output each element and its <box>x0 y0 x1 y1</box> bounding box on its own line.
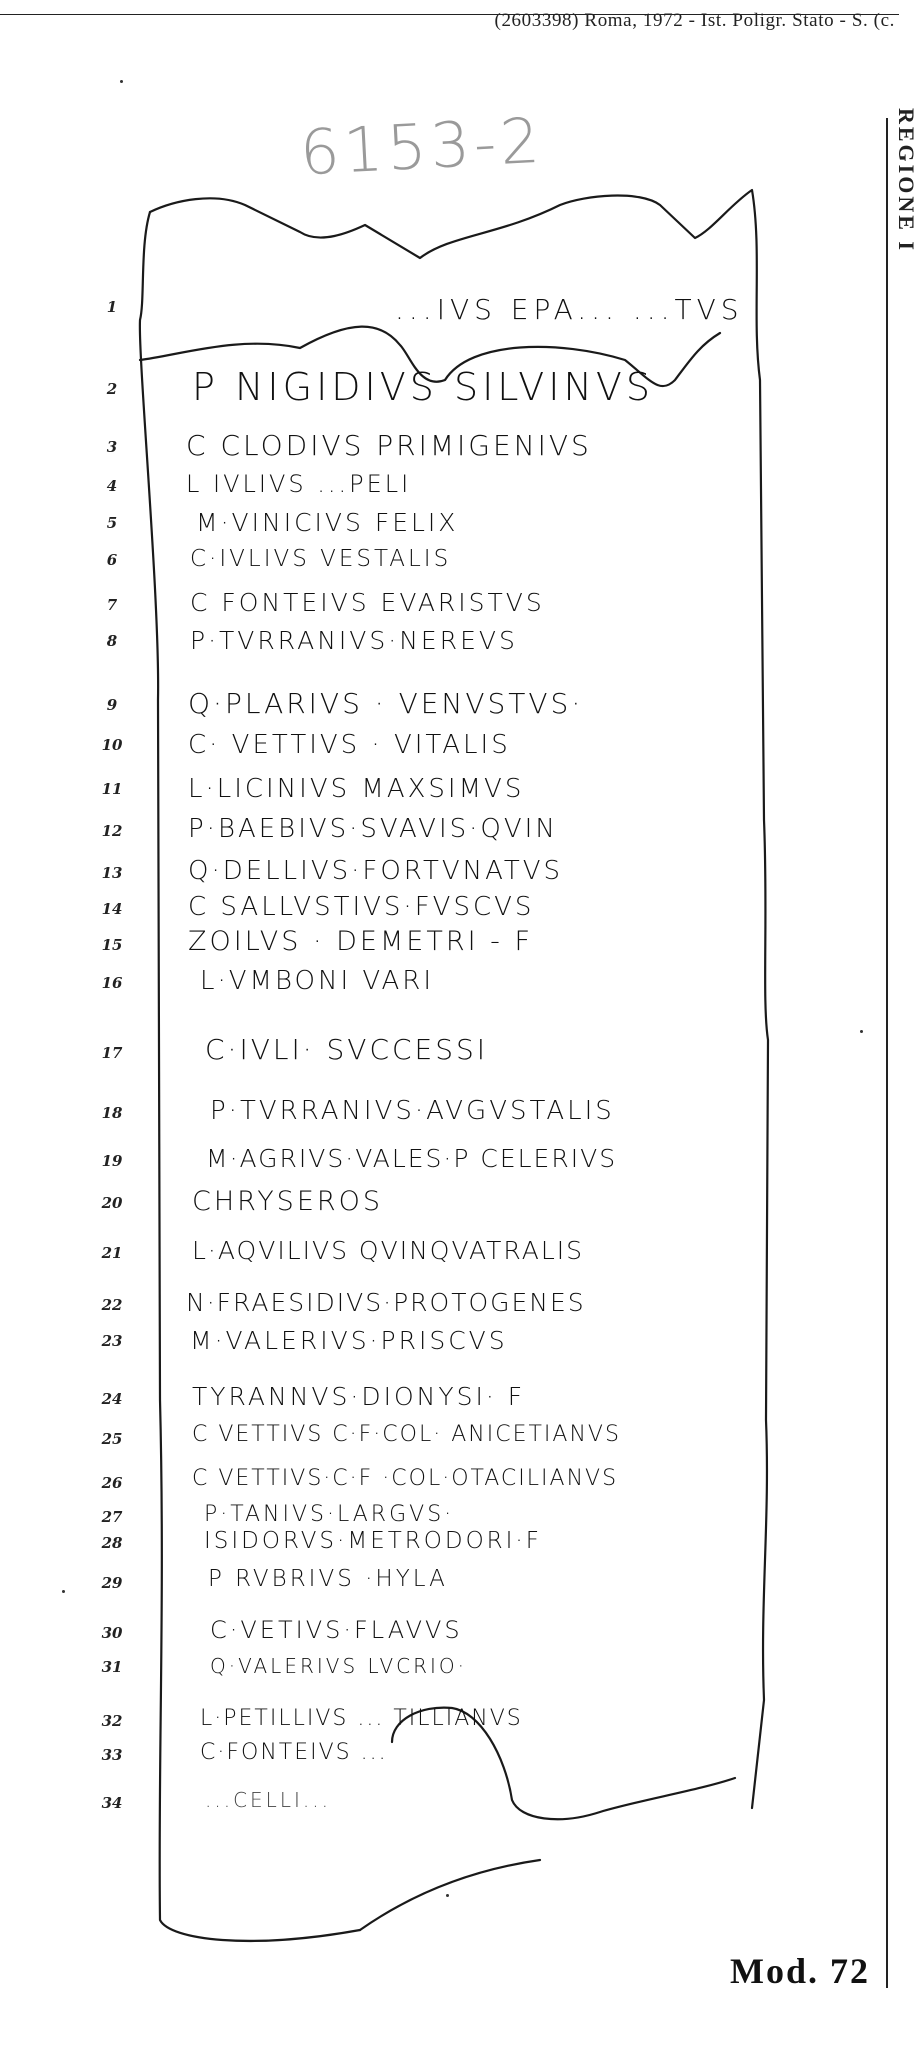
inscription-line: C CLODIVS PRIMIGENIVS <box>186 429 592 462</box>
line-number: 32 <box>101 1712 123 1730</box>
inscription-line: Q·PLARIVS · VENVSTVS· <box>188 687 584 720</box>
inscription-line: ISIDORVS·METRODORI·F <box>204 1528 542 1554</box>
inscription-line: M·VALERIVS·PRISCVS <box>190 1326 508 1355</box>
line-number: 8 <box>106 632 118 650</box>
inscription-line: C SALLVSTIVS·FVSCVS <box>188 892 535 922</box>
line-number: 16 <box>101 974 123 992</box>
inscription-line: C·IVLI· SVCCESSI <box>205 1033 489 1066</box>
inscription-line: ...CELLI... <box>205 1788 331 1812</box>
line-number: 27 <box>101 1508 123 1526</box>
inscription-line: L·VMBONI VARI <box>200 966 435 996</box>
inscription-line: L IVLIVS ...PELI <box>186 470 412 498</box>
inscription-line: CHRYSEROS <box>192 1186 384 1217</box>
inscription-line: C VETTIVS·C·F ·COL·OTACILIANVS <box>192 1466 619 1491</box>
line-number: 3 <box>106 438 118 456</box>
inscription-line: M·VINICIVS FELIX <box>196 508 459 537</box>
line-number: 19 <box>101 1152 123 1170</box>
inscription-line: ZOILVS · DEMETRI - F <box>188 926 534 957</box>
line-number: 30 <box>101 1624 123 1642</box>
inscription-line: L·AQVILIVS QVINQVATRALIS <box>192 1236 585 1265</box>
line-number: 31 <box>101 1658 123 1676</box>
line-number: 29 <box>101 1574 123 1592</box>
inscription-line: M·AGRIVS·VALES·P CELERIVS <box>206 1144 618 1173</box>
inscription-line: P·BAEBIVS·SVAVIS·QVIN <box>188 814 558 844</box>
inscription-line: L·PETILLIVS ... TILLIANVS <box>200 1706 523 1731</box>
line-number: 7 <box>106 596 118 614</box>
inscription-line: C FONTEIVS EVARISTVS <box>190 588 545 617</box>
line-number: 10 <box>101 736 123 754</box>
inscription-line: TYRANNVS·DIONYSI· F <box>192 1382 526 1411</box>
scan-speck <box>446 1894 449 1897</box>
inscription-line: C·FONTEIVS ... <box>200 1740 388 1765</box>
line-number: 12 <box>101 822 123 840</box>
line-number: 6 <box>106 551 118 569</box>
line-number: 23 <box>101 1332 123 1350</box>
line-number: 1 <box>106 298 118 316</box>
inscription-line: C·IVLIVS VESTALIS <box>190 546 452 572</box>
line-number: 21 <box>101 1244 123 1262</box>
line-number: 15 <box>101 936 123 954</box>
side-region-label: REGIONE I <box>894 108 919 253</box>
inscription-line: P·TVRRANIVS·NEREVS <box>190 626 518 655</box>
inscription-line: P·TANIVS·LARGVS· <box>204 1502 455 1527</box>
line-number: 34 <box>101 1794 123 1812</box>
line-number: 26 <box>101 1474 123 1492</box>
form-code: Mod. 72 <box>730 1951 870 1991</box>
line-number: 13 <box>101 864 123 882</box>
inscription-line: P RVBRIVS ·HYLA <box>208 1566 448 1592</box>
line-number: 25 <box>101 1430 123 1448</box>
inscription-line: C VETTIVS C·F·COL· ANICETIANVS <box>192 1422 621 1447</box>
inscription-line: C· VETTIVS · VITALIS <box>188 730 511 760</box>
line-number: 17 <box>101 1044 123 1062</box>
line-number: 2 <box>106 380 118 398</box>
line-number: 5 <box>106 514 118 532</box>
inscription-line: P NIGIDIVS SILVINVS <box>192 365 655 409</box>
line-number: 22 <box>101 1296 123 1314</box>
line-number: 11 <box>101 780 123 798</box>
scan-speck <box>860 1030 863 1033</box>
line-number: 14 <box>101 900 123 918</box>
inscription-line: ...IVS EPA... ...TVS <box>395 293 744 326</box>
scan-speck <box>62 1590 65 1593</box>
inscription-line: L·LICINIVS MAXSIMVS <box>188 774 525 804</box>
line-number: 20 <box>101 1194 123 1212</box>
inscription-line: C·VETIVS·FLAVVS <box>210 1616 463 1644</box>
line-number: 33 <box>101 1746 123 1764</box>
inscription-line: Q·DELLIVS·FORTVNATVS <box>188 856 564 886</box>
line-number: 4 <box>106 477 118 495</box>
line-number: 18 <box>101 1104 123 1122</box>
catalog-number: 6153-2 <box>298 103 546 190</box>
scan-speck <box>120 80 123 83</box>
line-number: 24 <box>101 1390 123 1408</box>
line-number: 28 <box>101 1534 123 1552</box>
inscription-line: Q·VALERIVS LVCRIO· <box>210 1654 467 1678</box>
line-number: 9 <box>106 696 118 714</box>
inscription-line: P·TVRRANIVS·AVGVSTALIS <box>210 1096 615 1126</box>
inscription-line: N·FRAESIDIVS·PROTOGENES <box>186 1288 586 1317</box>
printer-imprint: (2603398) Roma, 1972 - Ist. Poligr. Stato - S. (c. <box>494 10 895 31</box>
